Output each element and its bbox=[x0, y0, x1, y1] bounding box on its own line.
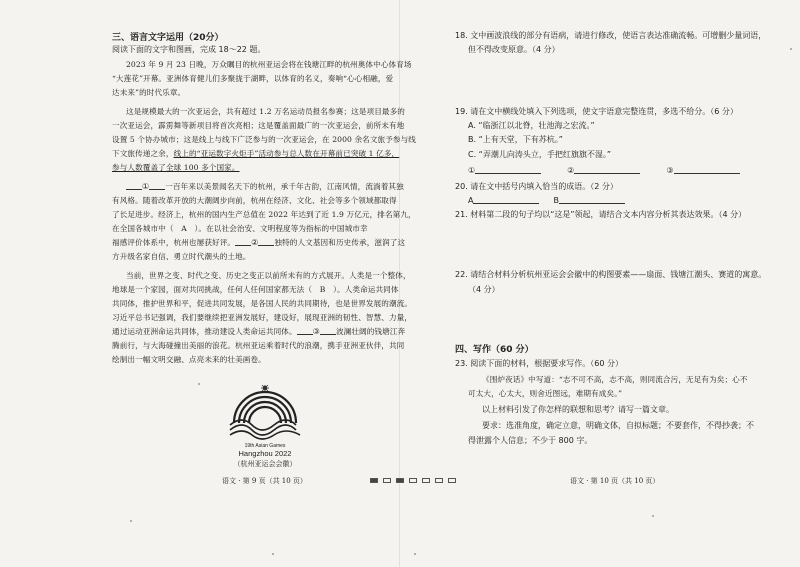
answer-blank bbox=[574, 165, 640, 174]
blank-marker: ① bbox=[468, 166, 476, 175]
answer-blank bbox=[320, 326, 336, 335]
quote-line: 可太大，心太大，则舍近图远，难期有成矣。” bbox=[468, 389, 623, 398]
passage-text: 下文旅传递之余， bbox=[112, 149, 174, 158]
passage-line: 这是规模最大的一次亚运会，共有超过 1.2 万名运动员报名参赛；这是项目最多的 bbox=[126, 107, 405, 116]
question-20: 20. 请在文中括号内填入恰当的成语。（2 分） bbox=[455, 182, 618, 191]
scan-speck bbox=[652, 515, 654, 517]
passage-line: 了长足进步。经济上，杭州的国内生产总值在 2022 年达到了近 1.9 万亿元，排名第九， bbox=[112, 210, 416, 219]
answer-blank bbox=[674, 165, 740, 174]
passage-line: 有风格。随着改革开放的大潮阔步向前，杭州在经济、文化、社会等多个领域都取得 bbox=[112, 196, 397, 205]
answer-blank bbox=[297, 326, 313, 335]
answer-blank bbox=[258, 237, 274, 246]
q19-answer-row bbox=[468, 165, 740, 176]
option-c: C. “弄潮儿向涛头立，手把红旗旗不湿。” bbox=[468, 150, 611, 159]
wavy-underlined-text: 参与人数覆盖了全球 100 多个国家。 bbox=[112, 163, 240, 172]
passage-line bbox=[112, 326, 405, 337]
passage-line: 达未来”的时代乐章。 bbox=[112, 88, 186, 97]
answer-blank bbox=[149, 181, 165, 190]
passage-line: 一次亚运会，霹雳舞等新项目将首次亮相；这是覆盖面最广的一次亚运会，前所未有地 bbox=[112, 121, 405, 130]
passage-line: 共同体，推护世界和平，促进共同发展，是各国人民的共同期待，也是世界发展的潮流。 bbox=[112, 299, 413, 308]
passage-line: 设置 5 个协办城市；这是线上与线下广泛参与的一次亚运会，在 2000 余名文旅予参与线 bbox=[112, 135, 416, 144]
passage-line: 地球是一个家园，面对共同挑战，任何人任何国家都无法（ B ）。人类命运共同体 bbox=[112, 285, 399, 294]
page-footer-left: 语文 · 第 9 页（共 10 页） bbox=[222, 477, 307, 485]
passage-text: 福感评价体系中，杭州也屡获好评。 bbox=[112, 238, 236, 247]
blank-marker: B bbox=[553, 196, 559, 205]
question-21: 21. 材料第二段的句子均以“这是”领起，请结合文本内容分析其表达效果。（4 分） bbox=[455, 210, 747, 219]
passage-line: “大莲花”开幕。亚洲体育健儿们多聚拢于湖畔，以体育的名义，奏响“心心相融，爱 bbox=[112, 74, 394, 83]
passage-text: 一百年来以美景闻名天下的杭州，承千年古韵，江南风情，流淌着其独 bbox=[165, 182, 404, 191]
blank-marker: ② bbox=[567, 166, 575, 175]
answer-blank bbox=[235, 237, 251, 246]
passage-line bbox=[112, 237, 405, 248]
q20-answer-row bbox=[468, 195, 625, 206]
question-22-cont: （4 分） bbox=[468, 285, 500, 294]
passage-line: 腾前行，与大海碰撞出美丽的浪花。杭州亚运乘着时代的浪潮，携手亚洲亚伙伴，共同 bbox=[112, 341, 405, 350]
question-18: 18. 文中画波浪线的部分有语病，请进行修改，使语言表达准确流畅。可增删少量词语， bbox=[455, 31, 767, 40]
blank-marker: ② bbox=[251, 238, 259, 247]
quote-line: 《围炉夜话》中写道：“志不可不高，志不高，则同流合污，无足有为矣；心不 bbox=[482, 375, 748, 384]
blank-marker: ③ bbox=[312, 327, 320, 336]
passage-line: 习近平总书记强调，我们要继续把亚洲发展好，建设好，展现亚洲的韧性、智慧、力量， bbox=[112, 313, 413, 322]
answer-blank bbox=[126, 181, 142, 190]
passage-line bbox=[112, 148, 399, 159]
emblem-text-line2: Hangzhou 2022 bbox=[238, 449, 292, 458]
blank-marker: ① bbox=[142, 182, 150, 191]
intro-line: 阅读下面的文字和图画，完成 18～22 题。 bbox=[112, 45, 266, 54]
emblem-text-line1: 19th Asian Games bbox=[244, 443, 286, 449]
option-b: B. “上有天堂，下有苏杭。” bbox=[468, 135, 563, 144]
answer-blank bbox=[475, 165, 541, 174]
option-a: A. “临浙江以北脊，壮池海之宏流。” bbox=[468, 121, 595, 130]
passage-text: 通过运动亚洲命运共同体，推动建设人类命运共同体。 bbox=[112, 327, 297, 336]
section-title-language: 三、语言文字运用（20分） bbox=[112, 33, 224, 43]
passage-line: 当前，世界之变、时代之变、历史之变正以前所未有的方式展开。人类是一个整体， bbox=[126, 271, 411, 280]
writing-prompt: 以上材料引发了你怎样的联想和思考？请写一篇文章。 bbox=[482, 405, 674, 414]
scan-speck bbox=[414, 553, 416, 555]
page-dot bbox=[383, 478, 391, 483]
passage-line: 2023 年 9 月 23 日晚，万众瞩目的杭州亚运会将在钱塘江畔的杭州奥体中心体育场 bbox=[126, 60, 412, 69]
passage-line: 绘制出一幅文明交融、点亮未来的壮美画卷。 bbox=[112, 355, 266, 364]
page-dot bbox=[370, 478, 378, 483]
emblem-caption: （杭州亚运会会徽） bbox=[233, 460, 297, 468]
blank-marker: A bbox=[468, 196, 474, 205]
answer-blank bbox=[559, 195, 625, 204]
scan-speck bbox=[790, 48, 792, 50]
scan-speck bbox=[272, 553, 274, 555]
question-23: 23. 阅读下面的材料，根据要求写作。（60 分） bbox=[455, 359, 623, 368]
passage-text: 独特的人文基因和历史传承，滋润了这 bbox=[274, 238, 406, 247]
passage-line: 方升级名家自信、勇立时代潮头的土地。 bbox=[112, 252, 251, 261]
scan-speck bbox=[130, 520, 132, 522]
page-footer-right: 语文 · 第 10 页（共 10 页） bbox=[570, 477, 660, 485]
wavy-underlined-text: 线上的“亚运数字火炬手”活动参与总人数在开幕前已突破 1 亿多， bbox=[173, 149, 400, 158]
question-19: 19. 请在文中横线处填入下列选项，使文字语意完整连贯，多选不给分。（6 分） bbox=[455, 107, 738, 116]
answer-blank bbox=[473, 195, 539, 204]
passage-line bbox=[126, 181, 404, 192]
question-18-cont: 但不得改变原意。（4 分） bbox=[468, 45, 560, 54]
question-22: 22. 请结合材料分析杭州亚运会会徽中的构图要素——扇面、钱塘江潮头、赛道的寓意。 bbox=[455, 270, 767, 279]
scan-speck bbox=[198, 383, 200, 385]
passage-line: 在全国各城市中（ A ）。在以社会治安、文明程度等为指标的中国城市幸 bbox=[112, 224, 368, 233]
blank-marker: ③ bbox=[666, 166, 674, 175]
section-title-writing: 四、写作（60 分） bbox=[455, 345, 534, 355]
page-right bbox=[400, 0, 800, 567]
passage-text: 波澜壮阔的钱塘江奔 bbox=[335, 327, 406, 336]
writing-requirements-cont: 得泄露个人信息；不少于 800 字。 bbox=[468, 436, 593, 445]
writing-requirements: 要求：选准角度，确定立意，明确文体，自拟标题；不要套作，不得抄袭；不 bbox=[482, 421, 754, 430]
